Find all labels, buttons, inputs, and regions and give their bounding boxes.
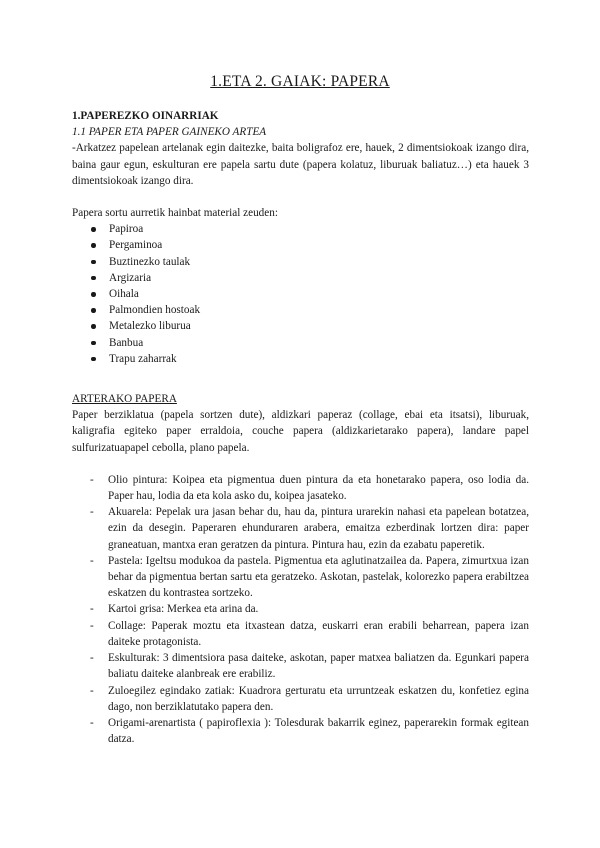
arterako-paragraph: Paper berziklatua (papela sortzen dute), aldizkari paperaz (collage, ebai eta itsatsi), liburuak, kaligrafia egiteko paper erraldoia, couche papera (aldizkarietarako papera), landare papel sulfurizatuapapel cebolla, plano papela. xyxy=(72,409,529,454)
list-item: - Kartoi grisa: Merkea eta arina da. xyxy=(72,601,529,617)
list-item: - Origami-arenartista ( papiroflexia ): Tolesdurak bakarrik eginez, paperarekin formak egitean datza. xyxy=(72,715,529,747)
list-item: Palmondien hostoak xyxy=(72,302,529,318)
list-item: - Pastela: Igeltsu modukoa da pastela. Pigmentua eta aglutinatzailea da. Papera, zimurtxua izan behar da pigmentua bertan sartu eta geratzeko. Askotan, pastelak, kolorezko papera erabiltzea eskatzen du kontrastea sortzeko. xyxy=(72,553,529,602)
list-item: Argizaria xyxy=(72,270,529,286)
list-item: - Akuarela: Pepelak ura jasan behar du, hau da, pintura urarekin nahasi eta papelean botatzea, ezin da desegin. Paperaren ehunduraren arabera, emaitza ezberdinak lortzen dira: paper graneatuan, mantxa eran geratzen da pintura. Pintura hau, ezin da ezabatu paperetik. xyxy=(72,504,529,553)
subsection-heading: 1.1 PAPER ETA PAPER GAINEKO ARTEA xyxy=(72,126,267,139)
list-item: - Collage: Paperak moztu eta itxastean datza, euskarri eran erabili beharrean, papera izan daiteke protagonista. xyxy=(72,618,529,650)
list-item: Pergaminoa xyxy=(72,237,529,253)
materials-list xyxy=(72,221,529,367)
paper-uses-list xyxy=(72,472,529,747)
list-item: Metalezko liburua xyxy=(72,318,529,334)
list-item: Oihala xyxy=(72,286,529,302)
list-item: - Zuloegilez egindako zatiak: Kuadrora gerturatu eta urruntzeak eskatzen du, konfetiez egina dago, non berziklatutako papera den. xyxy=(72,683,529,715)
list-item: Banbua xyxy=(72,335,529,351)
list-item: Papiroa xyxy=(72,221,529,237)
intro-paragraph: -Arkatzez papelean artelanak egin daitezke, baita boligrafoz ere, hauek, 2 dimentsiokoak izango dira, baina gaur egun, eskulturan ere papela sartu dute (papera kolatuz, liburuak baliatuz…) eta hauek 3 dimentsiokoak izango dira. xyxy=(72,142,529,187)
page-title: 1.ETA 2. GAIAK: PAPERA xyxy=(210,73,390,90)
list-item: - Eskulturak: 3 dimentsiora pasa daiteke, askotan, paper matxea baliatzen da. Egunkari papera baliatu daiteke alanbreak ere erabiliz. xyxy=(72,650,529,682)
list-item: Buztinezko taulak xyxy=(72,254,529,270)
list-item: Trapu zaharrak xyxy=(72,351,529,367)
list-item: - Olio pintura: Koipea eta pigmentua duen pintura da eta honetarako papera, oso lodia da. Paper hau, lodia da eta kola asko du, koipea jasateko. xyxy=(72,472,529,504)
section-heading-oinarriak: 1.PAPEREZKO OINARRIAK xyxy=(72,110,219,122)
section-heading-arterako: ARTERAKO PAPERA xyxy=(72,393,177,406)
materials-intro: Papera sortu aurretik hainbat material zeuden: xyxy=(72,207,278,220)
document-body xyxy=(72,108,529,747)
